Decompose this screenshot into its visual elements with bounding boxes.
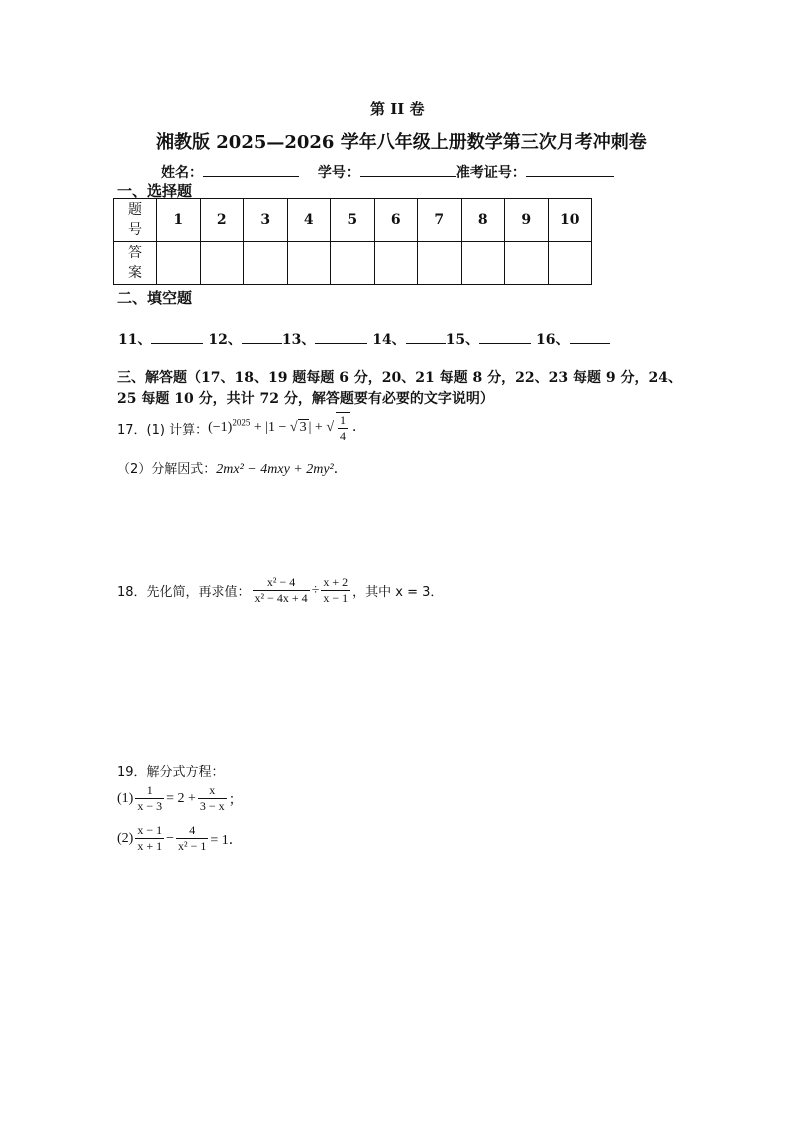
name-blank[interactable] xyxy=(203,162,299,177)
question-no-cell: 7 xyxy=(418,199,462,242)
answer-cell[interactable] xyxy=(505,242,549,285)
fill-blank-16[interactable] xyxy=(570,329,610,344)
q17-part2-expression: 2mx² − 4mxy + 2my² xyxy=(216,462,334,477)
q19-part1-fraction-2 xyxy=(198,783,227,814)
fill-blank-15[interactable] xyxy=(479,329,531,344)
fill-blank-13[interactable] xyxy=(315,329,367,344)
id-label: 学号： xyxy=(317,165,360,181)
answer-table-number-row xyxy=(114,199,592,242)
question-no-cell: 5 xyxy=(331,199,375,242)
exam-no-label: 准考证号： xyxy=(455,165,526,181)
q19-part1-end: ； xyxy=(228,792,243,808)
fill-label-11: 11、 xyxy=(118,332,152,348)
section-solve-title-line2: 25 每题 10 分，共计 72 分，解答题要有必要的文字说明） xyxy=(117,391,494,407)
q17-part1-end: ． xyxy=(352,420,366,436)
q18-fraction-1 xyxy=(253,575,310,606)
answer-cell[interactable] xyxy=(331,242,375,285)
q19-part2-label: (2) xyxy=(117,830,134,846)
fraction-numerator: 1 xyxy=(340,413,346,427)
q17-part2-prefix: （2）分解因式： xyxy=(117,462,217,477)
fraction-denominator: x² − 1 xyxy=(178,839,207,853)
q17-part2-end: ． xyxy=(333,462,348,477)
q18-suffix: ，其中 x = 3． xyxy=(352,585,444,600)
fraction-denominator: x² − 4x + 4 xyxy=(254,591,308,605)
question-18 xyxy=(117,575,443,606)
fill-blank-14[interactable] xyxy=(406,329,446,344)
fill-label-13: 13、 xyxy=(281,332,316,348)
q17-part1-expression: $(-1)^{2025} + |1$ − √ 3 | + √ $\frac{1}{4}$ ． xyxy=(208,413,366,443)
question-no-cell: 1 xyxy=(157,199,201,242)
question-no-cell: 10 xyxy=(548,199,592,242)
section-choice-title: 一、选择题 xyxy=(117,182,193,200)
name-label: 姓名： xyxy=(161,165,203,181)
q19-part1-fraction-1 xyxy=(135,783,164,814)
fraction-denominator: 4 xyxy=(340,429,346,443)
question-19-prompt: 19．解分式方程： xyxy=(117,765,225,780)
exam-no-blank[interactable] xyxy=(526,162,614,177)
q19-part1-middle: = 2 + xyxy=(166,790,196,806)
fraction-numerator: x + 2 xyxy=(323,575,349,589)
fraction-numerator: x² − 4 xyxy=(266,575,296,589)
student-info-row xyxy=(161,162,614,182)
q19-part2-end: = 1． xyxy=(210,832,243,848)
answer-cell[interactable] xyxy=(244,242,288,285)
exam-title: 湘教版 2025—2026 学年八年级上册数学第三次月考冲刺卷 xyxy=(156,132,647,153)
fraction-numerator: x − 1 xyxy=(137,823,163,837)
q17-exponent: 2025 xyxy=(232,417,251,428)
question-no-cell: 9 xyxy=(505,199,549,242)
q18-divide-sign: ÷ xyxy=(311,582,320,598)
section-fill-title: 二、填空题 xyxy=(117,289,193,307)
answer-cell[interactable] xyxy=(200,242,244,285)
fill-blank-11[interactable] xyxy=(151,329,203,344)
fill-label-15: 15、 xyxy=(445,332,480,348)
fill-blank-12[interactable] xyxy=(242,329,282,344)
answer-cell[interactable] xyxy=(157,242,201,285)
question-19-part2 xyxy=(117,823,243,854)
question-no-cell: 2 xyxy=(200,199,244,242)
question-19-part1 xyxy=(117,783,243,814)
answer-table-answer-row xyxy=(114,242,592,285)
answer-cell[interactable] xyxy=(374,242,418,285)
q19-part2-minus: − xyxy=(166,830,175,846)
fraction-denominator: x − 1 xyxy=(323,591,349,605)
fill-label-14: 14、 xyxy=(372,332,406,348)
fraction-denominator: x − 3 xyxy=(137,799,163,813)
id-blank[interactable] xyxy=(360,162,456,177)
q19-part2-fraction-2 xyxy=(176,823,208,854)
q19-part1-label: (1) xyxy=(117,790,134,806)
q17-sqrt-fraction xyxy=(336,412,350,444)
question-no-cell: 4 xyxy=(287,199,331,242)
fraction-denominator: x + 1 xyxy=(137,839,163,853)
q17-abs-open: + |1 − xyxy=(253,420,290,436)
fill-label-16: 16、 xyxy=(536,332,570,348)
row-label-answer: 答 案 xyxy=(114,242,157,285)
q18-fraction-2 xyxy=(321,575,350,606)
fill-blanks-row xyxy=(118,329,610,349)
q17-base: (−1) xyxy=(208,420,233,436)
fraction-numerator: x xyxy=(209,783,216,797)
answer-cell[interactable] xyxy=(548,242,592,285)
answer-cell[interactable] xyxy=(418,242,462,285)
question-no-cell: 3 xyxy=(244,199,288,242)
question-no-cell: 8 xyxy=(461,199,505,242)
question-17-part2 xyxy=(117,458,348,478)
q19-part2-fraction-1 xyxy=(135,823,164,854)
question-no-cell: 6 xyxy=(374,199,418,242)
answer-cell[interactable] xyxy=(287,242,331,285)
q18-prefix: 18．先化简，再求值： xyxy=(117,585,251,600)
fraction-numerator: 4 xyxy=(189,823,196,837)
section-solve-title-line1: 三、解答题（17、18、19 题每题 6 分，20、21 每题 8 分，22、23 每题 9 分，24、 xyxy=(117,370,682,386)
answer-cell[interactable] xyxy=(461,242,505,285)
row-label-question-no: 题 号 xyxy=(114,199,157,242)
fill-label-12: 12、 xyxy=(208,332,242,348)
q17-sqrt-value: 3 xyxy=(299,420,307,436)
question-17-part1 xyxy=(117,412,366,444)
q17-part1-prefix: 17．(1) 计算： xyxy=(117,422,209,438)
volume-label: 第 II 卷 xyxy=(370,100,425,118)
fraction-numerator: 1 xyxy=(146,783,153,797)
answer-table xyxy=(113,198,592,285)
fraction-denominator: 3 − x xyxy=(199,799,225,813)
q17-abs-close: | + xyxy=(308,420,327,436)
